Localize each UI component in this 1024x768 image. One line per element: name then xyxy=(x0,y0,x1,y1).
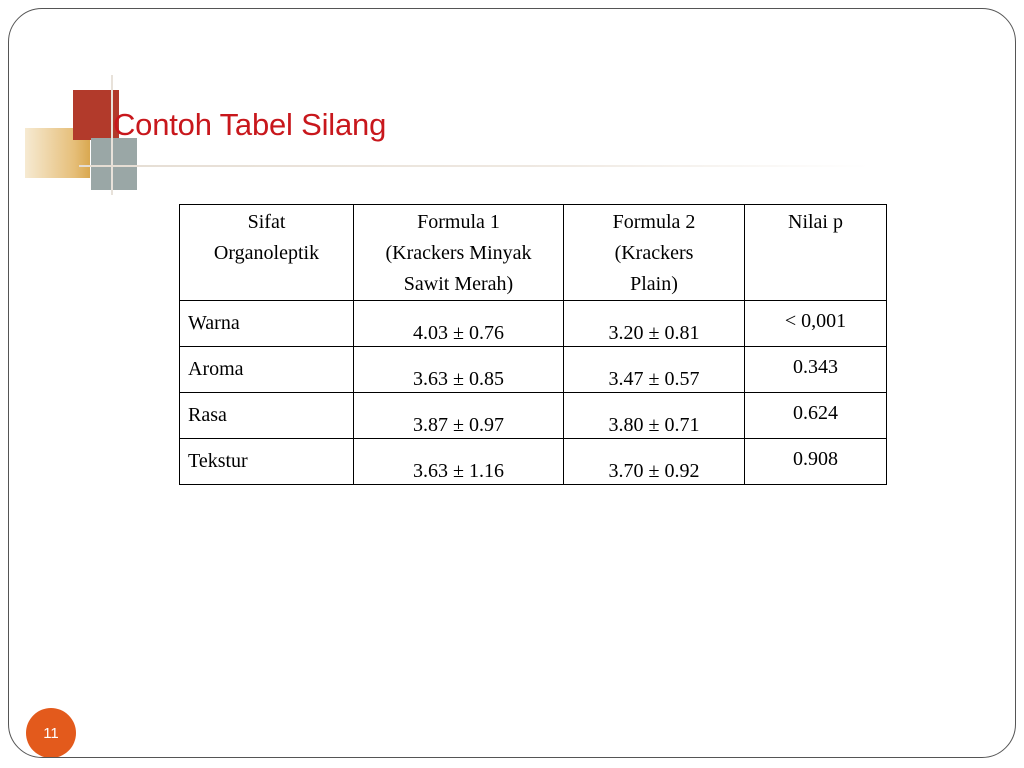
header-line: Sifat xyxy=(247,211,286,233)
header-line: Sawit Merah) xyxy=(403,273,514,295)
table-row xyxy=(180,439,887,485)
formula-1-value: 3.63 ± 0.85 xyxy=(354,347,564,393)
header-line: Formula 2 xyxy=(612,211,696,233)
p-value: < 0,001 xyxy=(745,301,887,347)
p-value: 0.343 xyxy=(745,347,887,393)
header-line: Organoleptik xyxy=(213,242,320,264)
table-row xyxy=(180,347,887,393)
header-line: Plain) xyxy=(630,273,678,295)
row-label: Aroma xyxy=(180,347,354,393)
header-sifat-organoleptik xyxy=(180,205,354,301)
formula-1-value: 3.87 ± 0.97 xyxy=(354,393,564,439)
formula-2-value: 3.70 ± 0.92 xyxy=(564,439,745,485)
header-line: (Krackers Minyak xyxy=(385,242,532,264)
table-row xyxy=(180,301,887,347)
p-value: 0.908 xyxy=(745,439,887,485)
header-line: (Krackers xyxy=(614,242,694,264)
header-line: Nilai p xyxy=(788,211,843,233)
table-row xyxy=(180,393,887,439)
decorative-horizontal-line xyxy=(79,165,869,167)
row-label: Tekstur xyxy=(180,439,354,485)
header-line: Formula 1 xyxy=(417,211,500,233)
formula-1-value: 3.63 ± 1.16 xyxy=(354,439,564,485)
header-nilai-p xyxy=(745,205,887,301)
formula-2-value: 3.20 ± 0.81 xyxy=(564,301,745,347)
p-value: 0.624 xyxy=(745,393,887,439)
header-formula-1 xyxy=(354,205,564,301)
formula-2-value: 3.47 ± 0.57 xyxy=(564,347,745,393)
cross-table xyxy=(179,204,887,485)
formula-2-value: 3.80 ± 0.71 xyxy=(564,393,745,439)
slide-title: Contoh Tabel Silang xyxy=(113,107,387,142)
row-label: Warna xyxy=(180,301,354,347)
table-header-row xyxy=(180,205,887,301)
slide xyxy=(8,8,1016,758)
page-number-badge: 11 xyxy=(26,708,76,758)
decorative-gray-square xyxy=(91,138,137,190)
row-label: Rasa xyxy=(180,393,354,439)
header-formula-2 xyxy=(564,205,745,301)
formula-1-value: 4.03 ± 0.76 xyxy=(354,301,564,347)
